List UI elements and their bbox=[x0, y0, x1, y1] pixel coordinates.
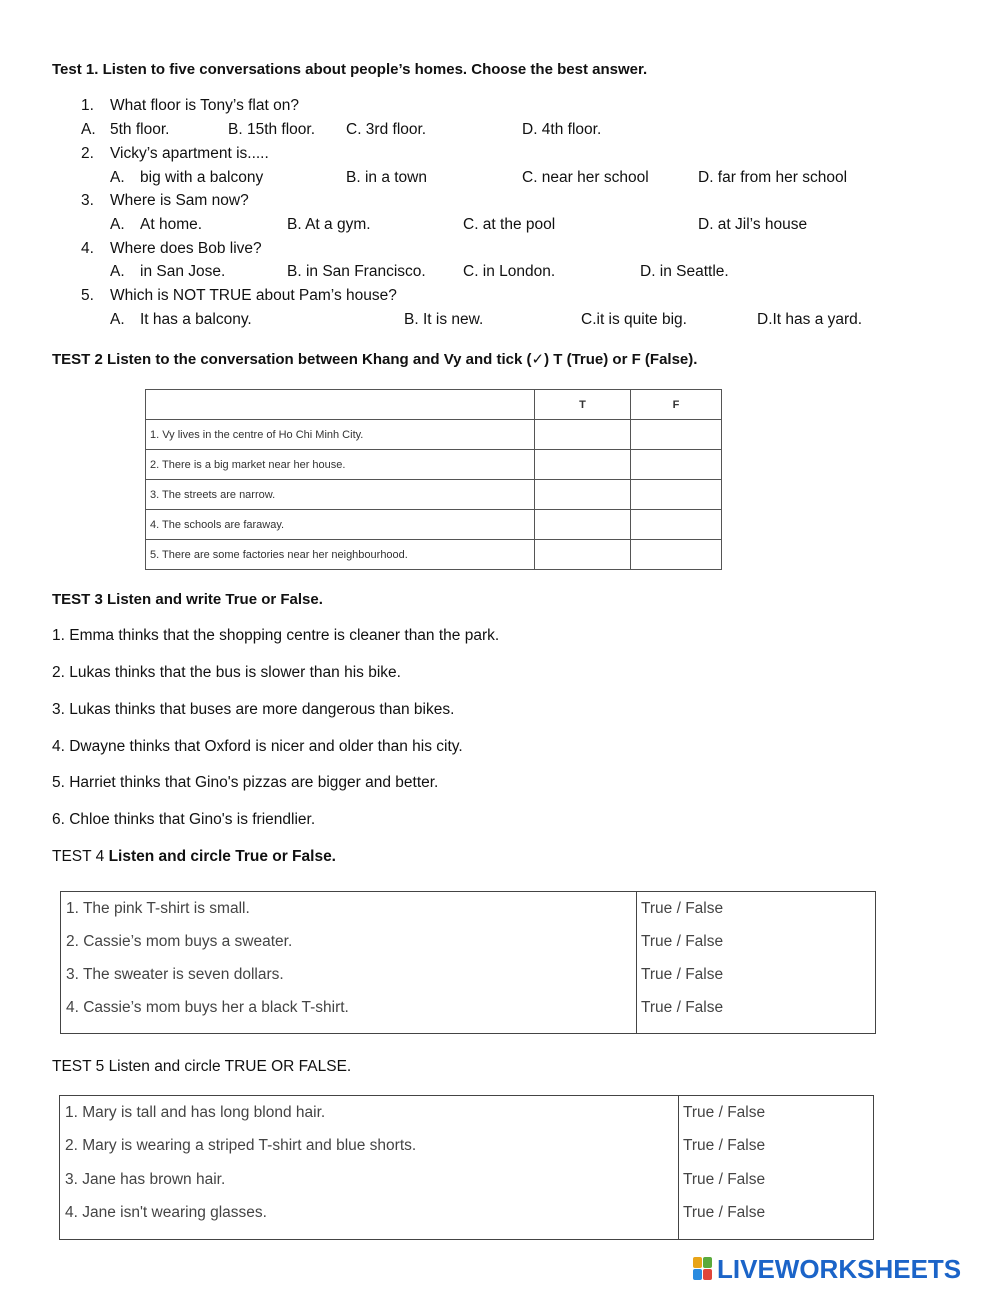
question-text: Where is Sam now? bbox=[110, 192, 249, 209]
tick-false-cell[interactable] bbox=[631, 540, 722, 570]
option-label: A. bbox=[81, 121, 96, 138]
table-header-row bbox=[146, 390, 722, 420]
question-text: What floor is Tony’s flat on? bbox=[110, 97, 299, 114]
option-c[interactable]: C. 3rd floor. bbox=[346, 121, 427, 138]
logo-text: LIVEWORKSHEETS bbox=[717, 1253, 962, 1284]
test5-box bbox=[59, 1095, 874, 1240]
statement-cell: 3. The streets are narrow. bbox=[146, 480, 535, 510]
tick-false-cell[interactable] bbox=[631, 420, 722, 450]
option-c[interactable]: C. in London. bbox=[463, 263, 556, 280]
tick-true-cell[interactable] bbox=[535, 540, 631, 570]
statement-cell: 5. There are some factories near her neighbourhood. bbox=[146, 540, 535, 570]
option-c[interactable]: C. at the pool bbox=[463, 216, 556, 233]
test3-item: 3. Lukas thinks that buses are more dangerous than bikes. bbox=[52, 701, 455, 718]
option-label: A. bbox=[110, 169, 125, 186]
column-divider bbox=[678, 1096, 679, 1239]
question-number: 2. bbox=[81, 145, 94, 162]
true-false-choice[interactable]: True / False bbox=[641, 966, 724, 983]
tick-true-cell[interactable] bbox=[535, 510, 631, 540]
true-false-choice[interactable]: True / False bbox=[641, 933, 724, 950]
option-label: A. bbox=[110, 263, 125, 280]
question-text: Which is NOT TRUE about Pam’s house? bbox=[110, 287, 397, 304]
question-number: 3. bbox=[81, 192, 94, 209]
test3-item: 5. Harriet thinks that Gino's pizzas are bigger and better. bbox=[52, 774, 439, 791]
option-b[interactable]: B. in a town bbox=[346, 169, 427, 186]
option-b[interactable]: B. It is new. bbox=[404, 311, 484, 328]
true-false-choice[interactable]: True / False bbox=[641, 999, 724, 1016]
table-row bbox=[146, 420, 722, 450]
test3-heading: TEST 3 Listen and write True or False. bbox=[52, 591, 323, 608]
table-row bbox=[146, 540, 722, 570]
liveworksheets-logo bbox=[693, 1254, 961, 1284]
test1-heading: Test 1. Listen to five conversations about people’s homes. Choose the best answer. bbox=[52, 61, 648, 78]
header-cell-statement bbox=[146, 390, 535, 420]
question-text: Where does Bob live? bbox=[110, 240, 262, 257]
test5-statement: 2. Mary is wearing a striped T-shirt and blue shorts. bbox=[65, 1137, 417, 1154]
statement-cell: 2. There is a big market near her house. bbox=[146, 450, 535, 480]
header-cell-true: T bbox=[535, 390, 631, 420]
option-d[interactable]: D. far from her school bbox=[698, 169, 848, 186]
tick-false-cell[interactable] bbox=[631, 480, 722, 510]
test5-statement: 4. Jane isn't wearing glasses. bbox=[65, 1204, 267, 1221]
header-cell-false: F bbox=[631, 390, 722, 420]
table-row bbox=[146, 480, 722, 510]
tick-false-cell[interactable] bbox=[631, 510, 722, 540]
option-b[interactable]: B. At a gym. bbox=[287, 216, 371, 233]
test4-statement: 4. Cassie’s mom buys her a black T-shirt. bbox=[66, 999, 349, 1016]
test4-heading-instruction: Listen and circle True or False. bbox=[108, 848, 336, 865]
option-a[interactable]: 5th floor. bbox=[110, 121, 170, 138]
tick-true-cell[interactable] bbox=[535, 480, 631, 510]
option-a[interactable]: At home. bbox=[140, 216, 203, 233]
true-false-choice[interactable]: True / False bbox=[683, 1104, 766, 1121]
logo-mark-icon bbox=[693, 1257, 713, 1281]
test3-item: 1. Emma thinks that the shopping centre is cleaner than the park. bbox=[52, 627, 500, 644]
option-a[interactable]: It has a balcony. bbox=[140, 311, 252, 328]
true-false-choice[interactable]: True / False bbox=[641, 900, 724, 917]
test5-statement: 1. Mary is tall and has long blond hair. bbox=[65, 1104, 326, 1121]
true-false-choice[interactable]: True / False bbox=[683, 1137, 766, 1154]
test2-heading: TEST 2 Listen to the conversation between Khang and Vy and tick (✓) T (True) or F (False). bbox=[52, 351, 698, 368]
table-row bbox=[146, 450, 722, 480]
test5-heading: TEST 5 Listen and circle TRUE OR FALSE. bbox=[52, 1058, 352, 1075]
test3-item: 2. Lukas thinks that the bus is slower than his bike. bbox=[52, 664, 401, 681]
option-d[interactable]: D. in Seattle. bbox=[640, 263, 729, 280]
question-number: 1. bbox=[81, 97, 94, 114]
statement-cell: 4. The schools are faraway. bbox=[146, 510, 535, 540]
option-a[interactable]: in San Jose. bbox=[140, 263, 226, 280]
table-row bbox=[146, 510, 722, 540]
test3-item: 4. Dwayne thinks that Oxford is nicer and older than his city. bbox=[52, 738, 463, 755]
statement-cell: 1. Vy lives in the centre of Ho Chi Minh City. bbox=[146, 420, 535, 450]
question-number: 5. bbox=[81, 287, 94, 304]
true-false-choice[interactable]: True / False bbox=[683, 1171, 766, 1188]
option-c[interactable]: C. near her school bbox=[522, 169, 649, 186]
test4-statement: 3. The sweater is seven dollars. bbox=[66, 966, 284, 983]
question-text: Vicky’s apartment is..... bbox=[110, 145, 269, 162]
option-b[interactable]: B. 15th floor. bbox=[228, 121, 316, 138]
test4-heading-prefix: TEST 4 bbox=[52, 848, 109, 865]
option-label: A. bbox=[110, 216, 125, 233]
tick-false-cell[interactable] bbox=[631, 450, 722, 480]
option-d[interactable]: D. 4th floor. bbox=[522, 121, 602, 138]
option-d[interactable]: D.It has a yard. bbox=[757, 311, 863, 328]
option-label: A. bbox=[110, 311, 125, 328]
test4-statement: 1. The pink T-shirt is small. bbox=[66, 900, 250, 917]
test5-statement: 3. Jane has brown hair. bbox=[65, 1171, 226, 1188]
test4-statement: 2. Cassie’s mom buys a sweater. bbox=[66, 933, 293, 950]
column-divider bbox=[636, 892, 637, 1033]
tick-true-cell[interactable] bbox=[535, 450, 631, 480]
option-b[interactable]: B. in San Francisco. bbox=[287, 263, 426, 280]
test3-item: 6. Chloe thinks that Gino's is friendlier. bbox=[52, 811, 316, 828]
option-d[interactable]: D. at Jil’s house bbox=[698, 216, 808, 233]
true-false-choice[interactable]: True / False bbox=[683, 1204, 766, 1221]
option-a[interactable]: big with a balcony bbox=[140, 169, 264, 186]
option-c[interactable]: C.it is quite big. bbox=[581, 311, 687, 328]
test4-box bbox=[60, 891, 876, 1034]
test4-heading bbox=[52, 848, 336, 866]
test2-table bbox=[145, 389, 722, 570]
question-number: 4. bbox=[81, 240, 94, 257]
tick-true-cell[interactable] bbox=[535, 420, 631, 450]
